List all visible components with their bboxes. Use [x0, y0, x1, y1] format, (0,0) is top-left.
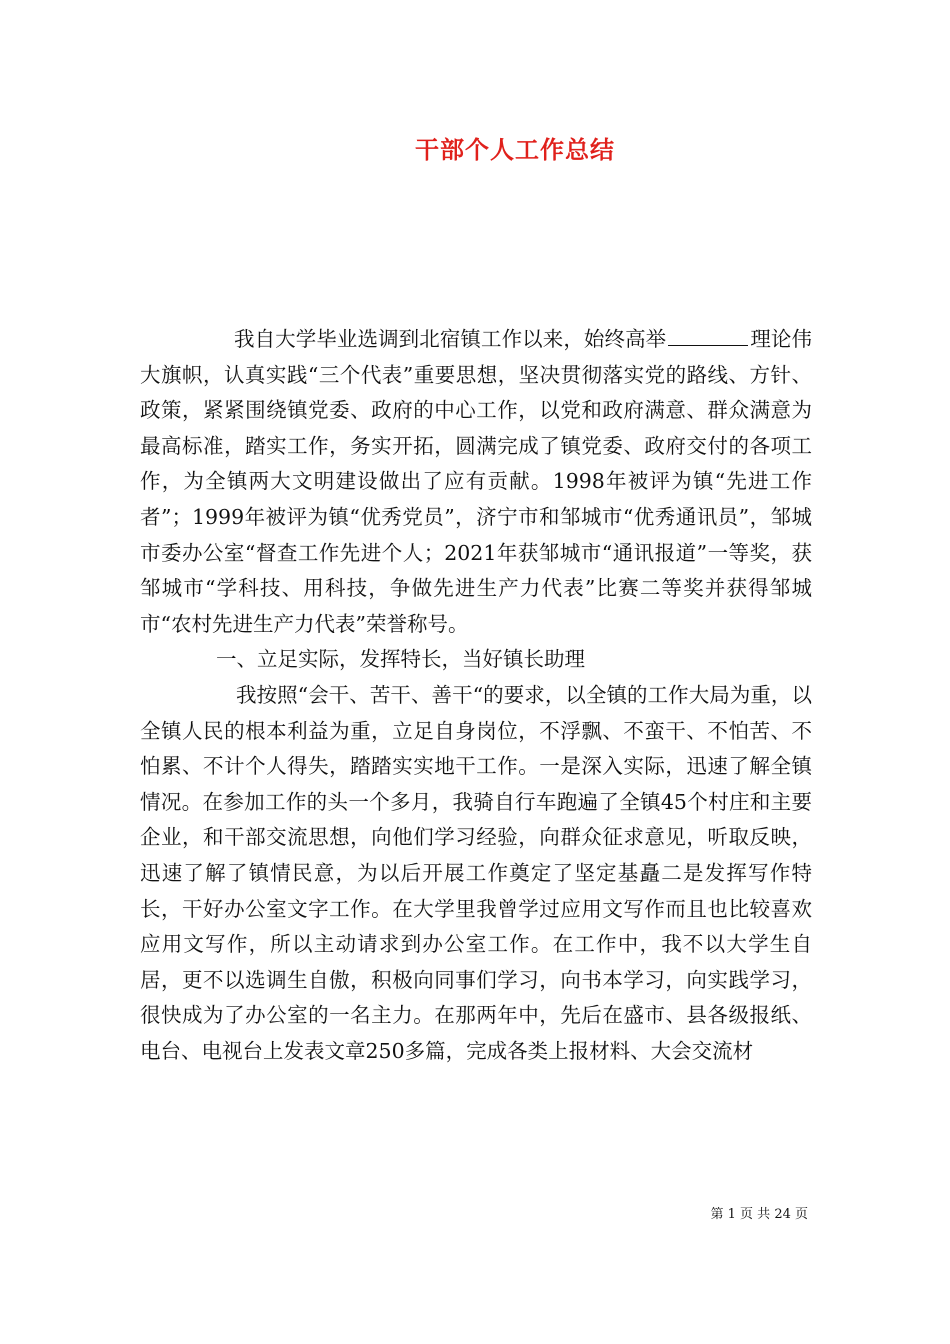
intro-paragraph-start: 我自大学毕业选调到北宿镇工作以来，始终高举	[234, 327, 667, 351]
intro-paragraph-rest: 理论伟大旗帜，认真实践“三个代表”重要思想，坚决贯彻落实党的路线、方针、政策，紧紧围绕镇党委、政府的中心工作，以党和政府满意、群众满意为最高标准，踏实工作，务实开拓，圆满完成了镇党委、政府交付的各项工作，为全镇两大文明建设做出了应有贡献。1998年被评为镇“先进工作者”；1999年被评为镇“优秀党员”，济宁市和邹城市“优秀通讯员”，邹城市委办公室“督查工作先进个人；2021年获邹城市“通讯报道”一等奖，获邹城市“学科技、用科技，争做先进生产力代表”比赛二等奖并获得邹城市“农村先进生产力代表”荣誉称号。	[140, 327, 812, 636]
intro-paragraph	[140, 322, 812, 642]
document-body	[140, 322, 812, 1069]
section-paragraph: 我按照“会干、苦干、善干“的要求，以全镇的工作大局为重，以全镇人民的根本利益为重，立足自身岗位，不浮飘、不蛮干、不怕苦、不怕累、不计个人得失，踏踏实实地干工作。一是深入实际，迅速了解全镇情况。在参加工作的头一个多月，我骑自行车跑遍了全镇45个村庄和主要企业，和干部交流思想，向他们学习经验，向群众征求意见，听取反映，迅速了解了镇情民意，为以后开展工作奠定了坚定基矗二是发挥写作特长，干好办公室文字工作。在大学里我曾学过应用文写作而且也比较喜欢应用文写作，所以主动请求到办公室工作。在工作中，我不以大学生自居，更不以选调生自傲，积极向同事们学习，向书本学习，向实践学习，很快成为了办公室的一名主力。在那两年中，先后在盛市、县各级报纸、电台、电视台上发表文章250多篇，完成各类上报材料、大会交流材	[140, 682, 812, 1063]
page-number-footer: 第 1 页 共 24 页	[710, 1207, 808, 1222]
section-heading: 一、立足实际，发挥特长，当好镇长助理	[216, 647, 585, 672]
document-title: 干部个人工作总结	[415, 135, 615, 164]
fill-in-blank	[668, 325, 748, 346]
